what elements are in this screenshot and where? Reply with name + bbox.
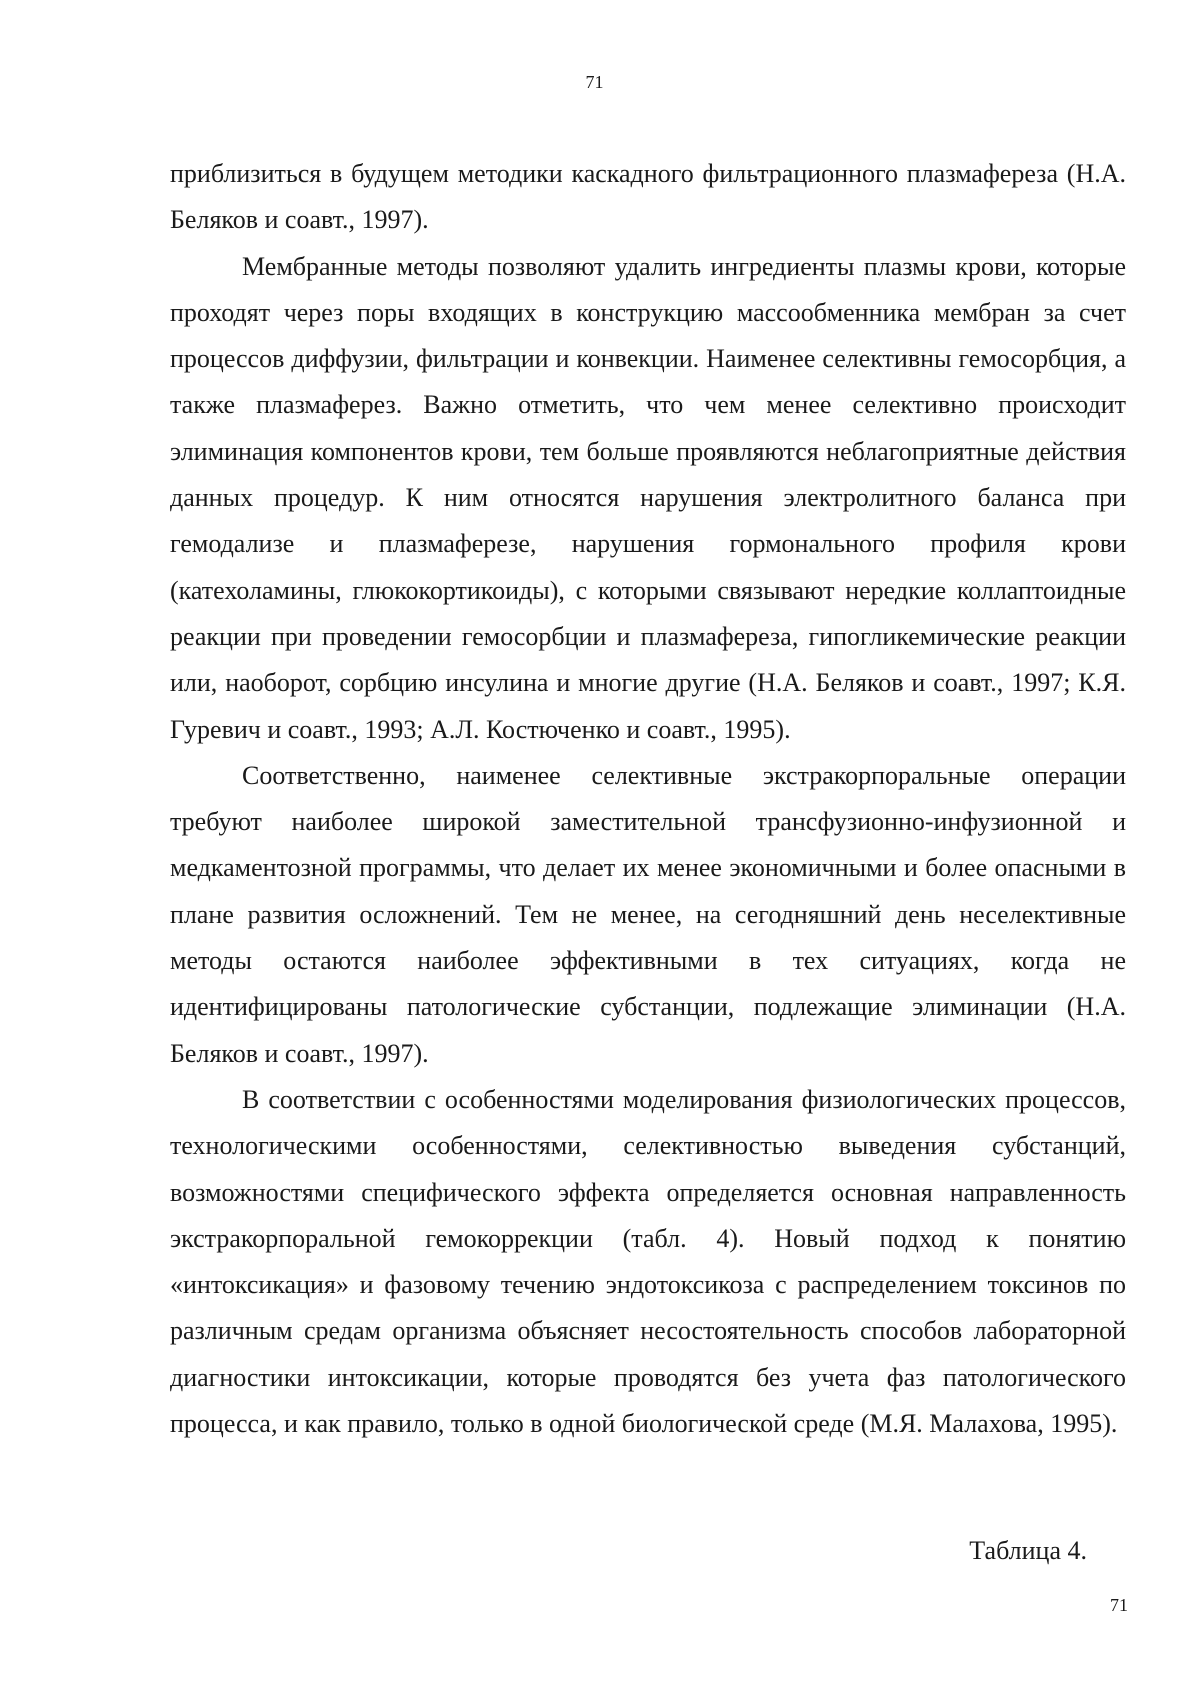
page-number-top: 71 bbox=[585, 72, 604, 92]
paragraph-4: В соответствии с особенностями моделирования физиологических процессов, технологическими особенностями, селективностью выведения субстанций, возможностями специфического эффекта определяется основная направленность экстракорпоральной гемокоррекции (табл. 4). Новый подход к понятию «интоксикация» и фазовому течению эндотоксикоза с распределением токсинов по различным средам организма объясняет несостоятельность способов лабораторной диагностики интоксикации, которые проводятся без учета фаз патологического процесса, и как правило, только в одной биологической среде (М.Я. Малахова, 1995). bbox=[170, 1084, 1126, 1439]
page-number-bottom: 71 bbox=[1110, 1595, 1128, 1615]
paragraph-2: Мембранные методы позволяют удалить ингредиенты плазмы крови, которые проходят через поры входящих в конструкцию массообменника мембран за счет процессов диффузии, фильтрации и конвекции. Наименее селективны гемосорбция, а также плазмаферез. Важно отметить, что чем менее селективно происходит элиминация компонентов крови, тем больше проявляются неблагоприятные действия данных процедур. К ним относятся нарушения электролитного баланса при гемодализе и плазмаферезе, нарушения гормонального профиля крови (катехоламины, глюкокортикоиды), с которыми связывают нередкие коллаптоидные реакции при проведении гемосорбции и плазмафереза, гипогликемические реакции или, наоборот, сорбцию инсулина и многие другие (Н.А. Беляков и соавт., 1997; К.Я. Гуревич и соавт., 1993; А.Л. Костюченко и соавт., 1995). bbox=[170, 251, 1126, 744]
table-caption: Таблица 4. bbox=[969, 1536, 1087, 1565]
paragraph-1: приблизиться в будущем методики каскадного фильтрационного плазмафереза (Н.А. Беляков и соавт., 1997). bbox=[170, 159, 1126, 235]
body-text bbox=[170, 151, 1126, 1447]
paragraph-3: Соответственно, наименее селективные экстракорпоральные операции требуют наиболее широкой заместительной трансфузионно-инфузионной и медкаментозной программы, что делает их менее экономичными и более опасными в плане развития осложнений. Тем не менее, на сегодняшний день неселективные методы остаются наиболее эффективными в тех ситуациях, когда не идентифицированы патологические субстанции, подлежащие элиминации (Н.А. Беляков и соавт., 1997). bbox=[170, 760, 1126, 1068]
